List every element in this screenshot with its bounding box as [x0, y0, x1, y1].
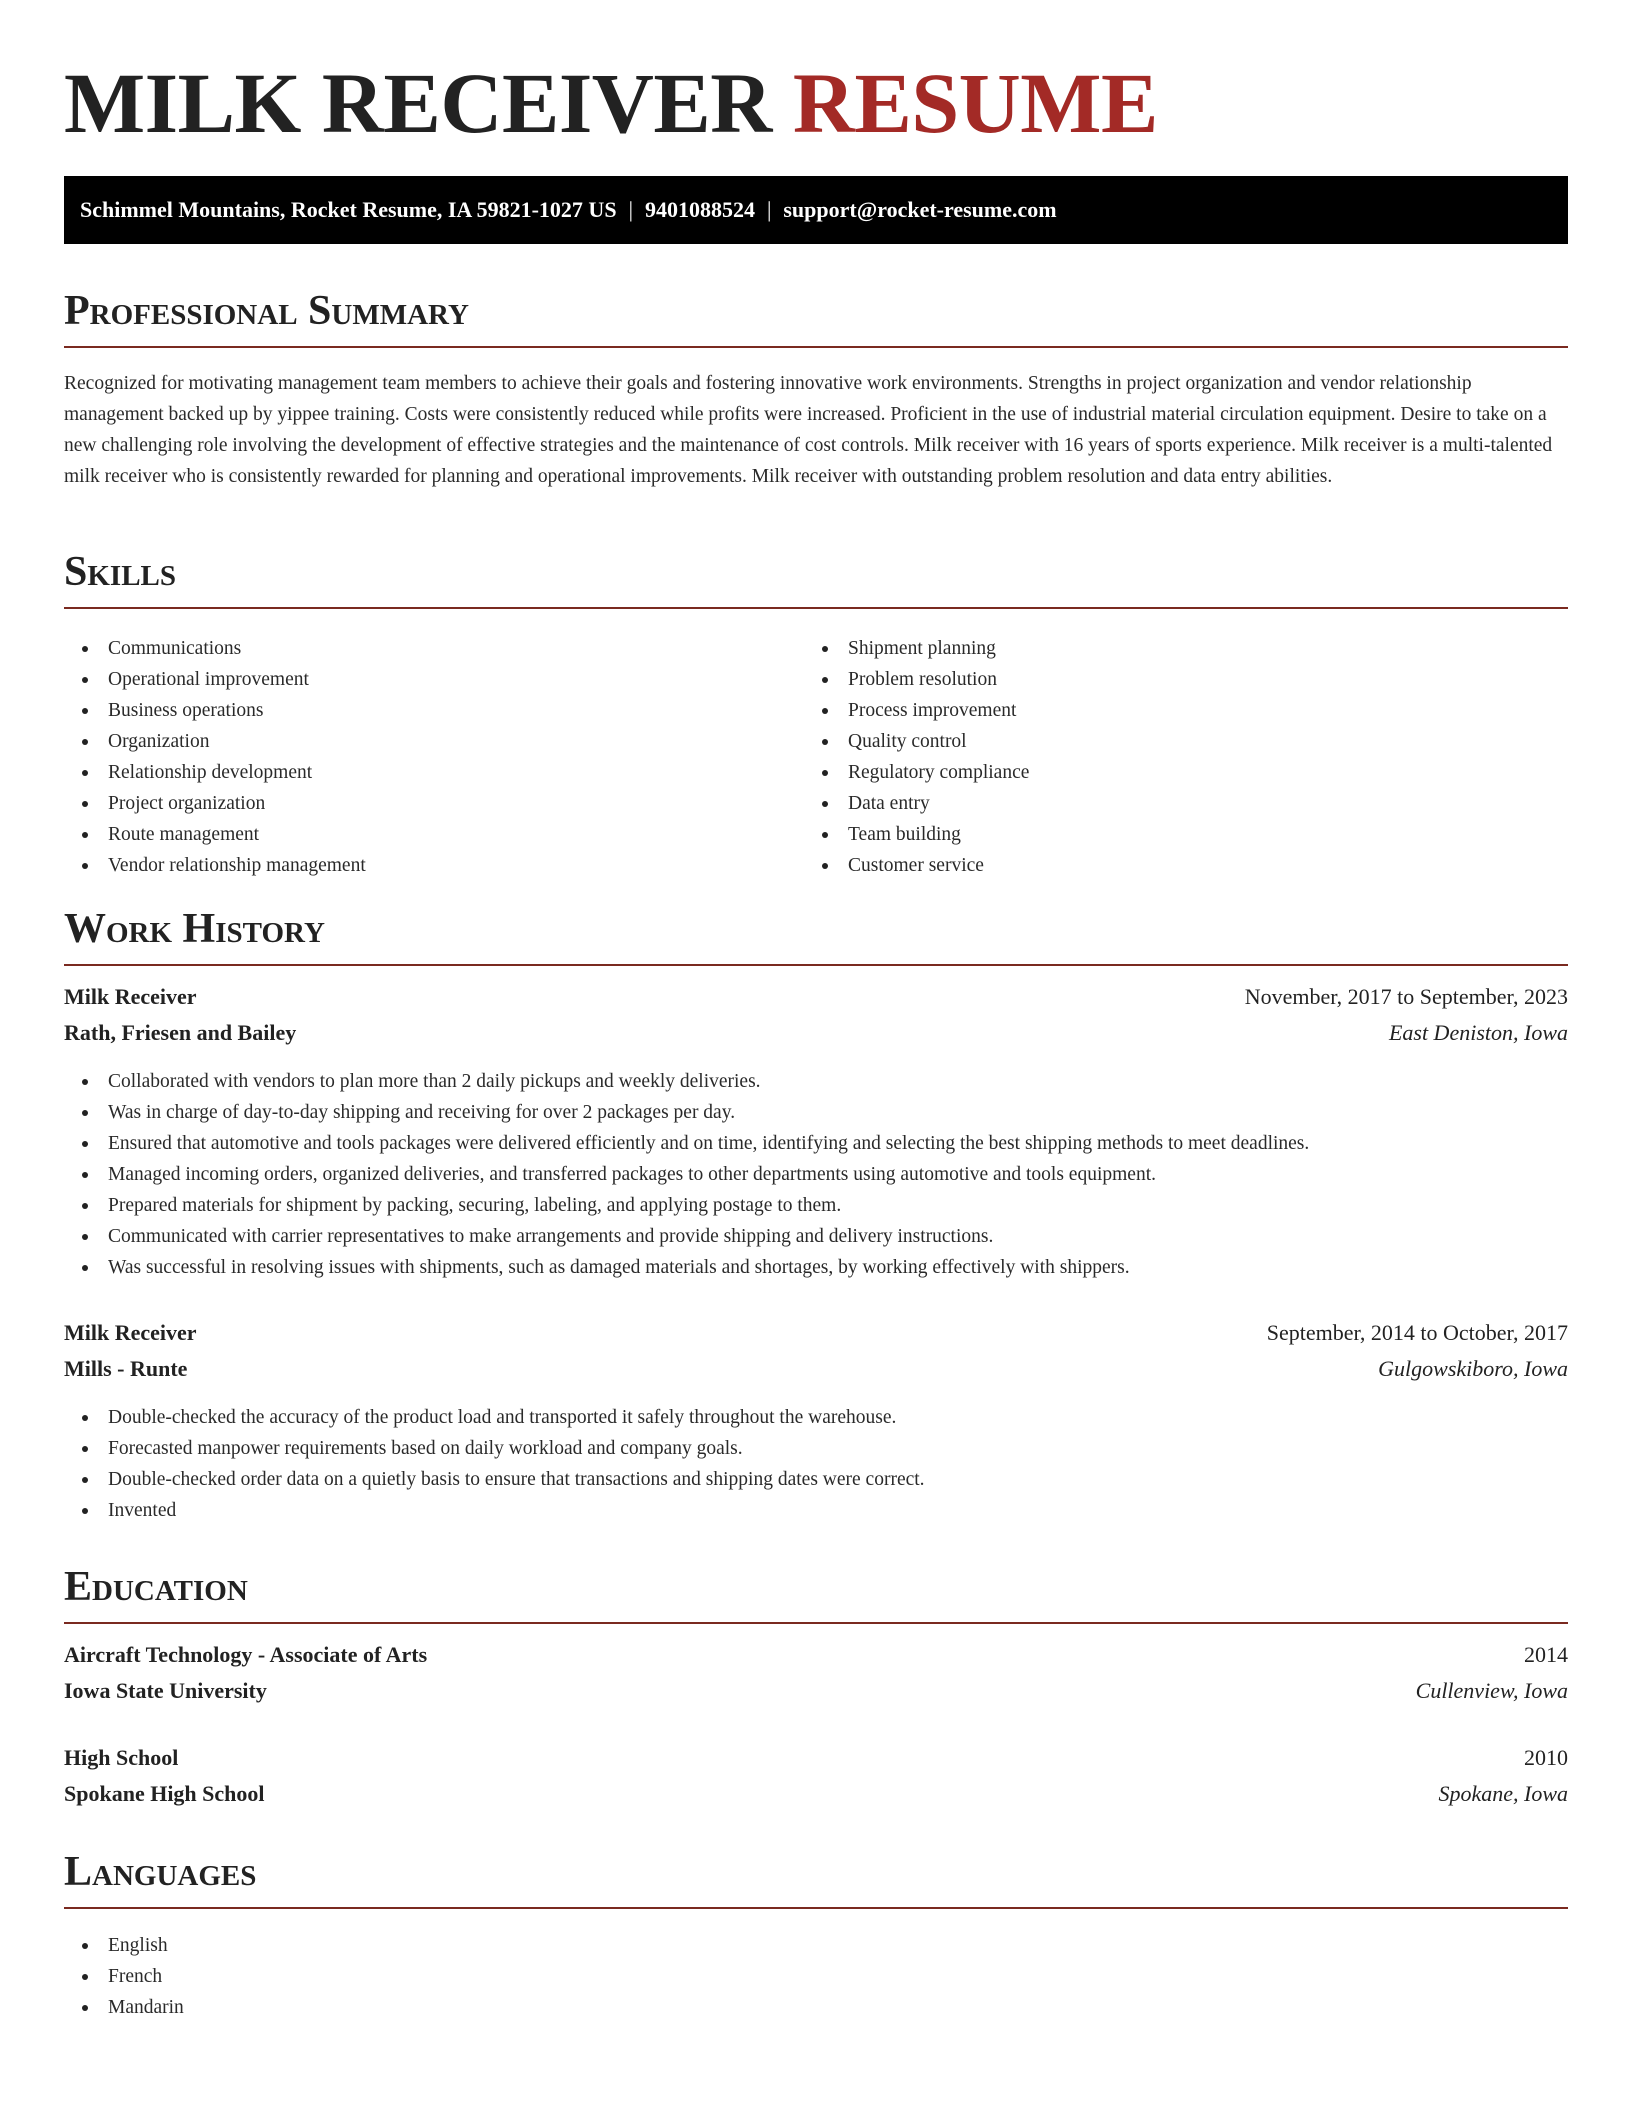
skill-item: Data entry — [804, 788, 1544, 819]
skills-heading: Skills — [64, 551, 1568, 609]
language-item: French — [64, 1961, 1568, 1992]
contact-separator: | — [628, 197, 633, 222]
skill-item: Process improvement — [804, 695, 1544, 726]
education-year: 2010 — [1524, 1745, 1568, 1770]
education-location: Spokane, Iowa — [1438, 1781, 1568, 1806]
job-bullets — [64, 1066, 1568, 1283]
education-year: 2014 — [1524, 1642, 1568, 1667]
job-company-row — [64, 1015, 1568, 1051]
job-company: Mills - Runte — [64, 1356, 188, 1381]
skill-item: Vendor relationship management — [64, 850, 804, 881]
job-bullet: Forecasted manpower requirements based on daily workload and company goals. — [64, 1433, 1568, 1464]
job-header-row — [64, 1315, 1568, 1351]
job-title: Milk Receiver — [64, 984, 197, 1009]
education-degree: High School — [64, 1745, 179, 1770]
skill-item: Project organization — [64, 788, 804, 819]
education-heading: Education — [64, 1566, 1568, 1624]
skills-list-left — [64, 633, 804, 881]
resume-title — [64, 52, 1158, 155]
skill-item: Route management — [64, 819, 804, 850]
summary-text: Recognized for motivating management team members to achieve their goals and fostering innovative work environments. Strengths in project organization and vendor relationship management backed up by yippee training. Costs were consistently reduced while profits were increased. Proficient in the use of industrial material circulation equipment. Desire to take on a new challenging role involving the development of effective strategies and the maintenance of cost controls. Milk receiver with 16 years of sports experience. Milk receiver is a multi-talented milk receiver who is consistently rewarded for planning and operational improvements. Milk receiver with outstanding problem resolution and data entry abilities. — [64, 373, 1553, 487]
skill-item: Regulatory compliance — [804, 757, 1544, 788]
job-location: Gulgowskiboro, Iowa — [1378, 1356, 1568, 1381]
contact-bar — [64, 176, 1568, 244]
job-header-row — [64, 979, 1568, 1015]
skill-item: Customer service — [804, 850, 1544, 881]
education-school: Iowa State University — [64, 1678, 267, 1703]
skill-item: Quality control — [804, 726, 1544, 757]
education-school: Spokane High School — [64, 1781, 265, 1806]
languages-list — [64, 1930, 1568, 2023]
job-bullet: Invented — [64, 1495, 1568, 1526]
skill-item: Relationship development — [64, 757, 804, 788]
education-school-row — [64, 1673, 1568, 1709]
skill-item: Operational improvement — [64, 664, 804, 695]
skill-item: Problem resolution — [804, 664, 1544, 695]
job-company: Rath, Friesen and Bailey — [64, 1020, 297, 1045]
languages-heading: Languages — [64, 1851, 1568, 1909]
job-bullet: Double-checked the accuracy of the product load and transported it safely throughout the warehouse. — [64, 1402, 1568, 1433]
job-dates: September, 2014 to October, 2017 — [1266, 1320, 1568, 1345]
job-bullet: Double-checked order data on a quietly basis to ensure that transactions and shipping dates were correct. — [64, 1464, 1568, 1495]
contact-email: support@rocket-resume.com — [783, 197, 1057, 222]
education-degree-row — [64, 1740, 1568, 1776]
job-bullets — [64, 1402, 1568, 1526]
job-bullet: Collaborated with vendors to plan more than 2 daily pickups and weekly deliveries. — [64, 1066, 1568, 1097]
skill-item: Organization — [64, 726, 804, 757]
job-bullet: Communicated with carrier representatives to make arrangements and provide shipping and delivery instructions. — [64, 1221, 1568, 1252]
skill-item: Team building — [804, 819, 1544, 850]
job-bullet: Ensured that automotive and tools packages were delivered efficiently and on time, identifying and selecting the best shipping methods to meet deadlines. — [64, 1128, 1568, 1159]
skill-item: Communications — [64, 633, 804, 664]
education-school-row — [64, 1776, 1568, 1812]
contact-phone: 9401088524 — [644, 197, 755, 222]
job-company-row — [64, 1351, 1568, 1387]
job-bullet: Was successful in resolving issues with shipments, such as damaged materials and shortages, by working effectively with shippers. — [64, 1252, 1568, 1283]
title-job: MILK RECEIVER — [64, 55, 772, 151]
title-resume-word: RESUME — [792, 55, 1158, 151]
job-title: Milk Receiver — [64, 1320, 197, 1345]
language-item: English — [64, 1930, 1568, 1961]
education-degree-row — [64, 1637, 1568, 1673]
skill-item: Business operations — [64, 695, 804, 726]
job-bullet: Was in charge of day-to-day shipping and receiving for over 2 packages per day. — [64, 1097, 1568, 1128]
education-location: Cullenview, Iowa — [1415, 1678, 1568, 1703]
education-degree: Aircraft Technology - Associate of Arts — [64, 1642, 428, 1667]
contact-address: Schimmel Mountains, Rocket Resume, IA 59821-1027 US — [80, 197, 617, 222]
summary-heading: Professional Summary — [64, 290, 1568, 348]
skills-list-right — [804, 633, 1544, 881]
skill-item: Shipment planning — [804, 633, 1544, 664]
contact-separator: | — [766, 197, 772, 222]
work-heading: Work History — [64, 908, 1568, 966]
job-dates: November, 2017 to September, 2023 — [1244, 984, 1568, 1009]
language-item: Mandarin — [64, 1992, 1568, 2023]
job-bullet: Prepared materials for shipment by packing, securing, labeling, and applying postage to them. — [64, 1190, 1568, 1221]
job-bullet: Managed incoming orders, organized deliveries, and transferred packages to other departments using automotive and tools equipment. — [64, 1159, 1568, 1190]
job-location: East Deniston, Iowa — [1388, 1020, 1568, 1045]
